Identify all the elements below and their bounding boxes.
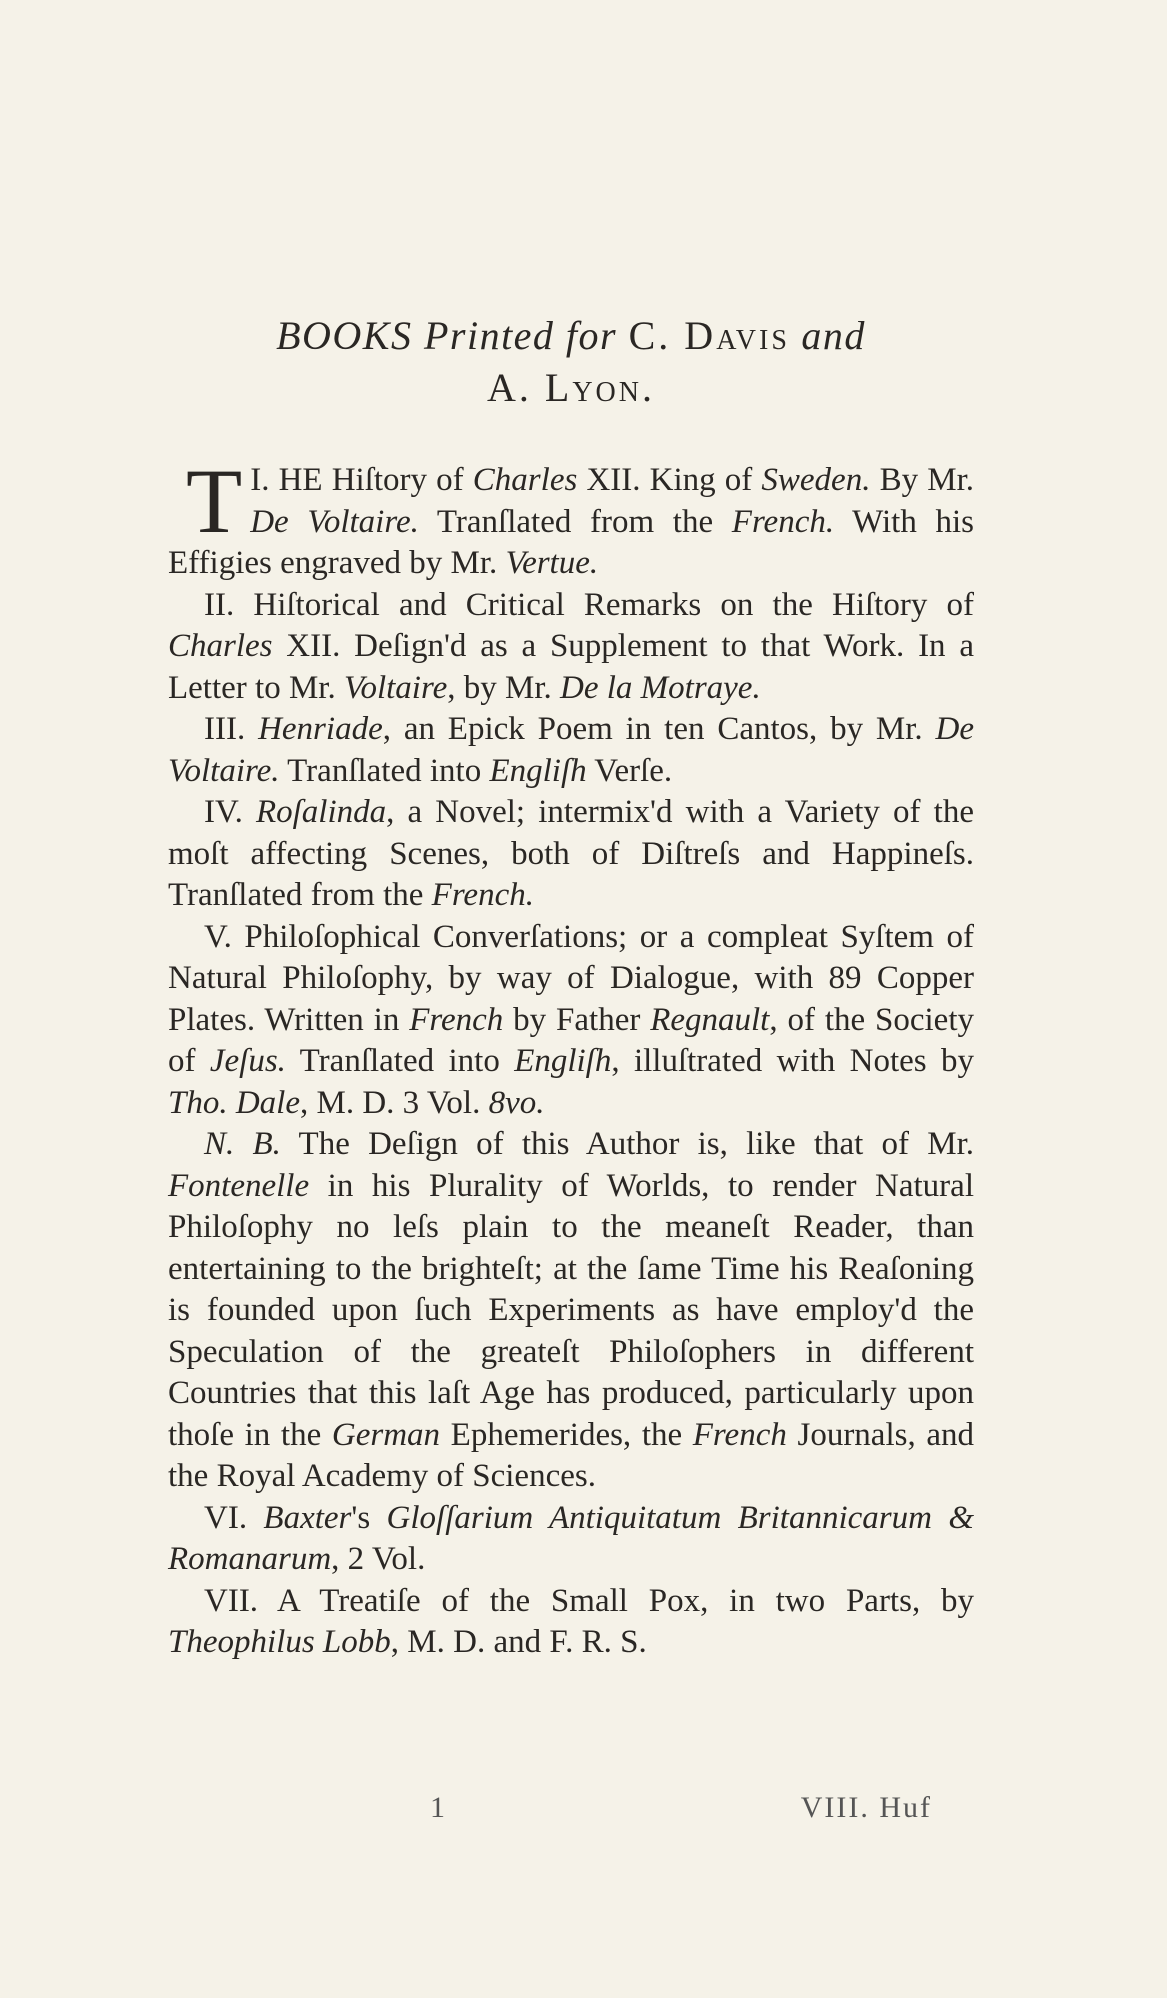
- text-run: , of the Society of: [168, 1001, 974, 1079]
- italic-run: French: [409, 1001, 504, 1038]
- entry-1-number: I.: [250, 462, 270, 498]
- page-title: [168, 310, 974, 414]
- italic-run: Sweden.: [761, 462, 871, 498]
- entry-6-text: [168, 1500, 974, 1578]
- text-run: VI.: [204, 1499, 264, 1536]
- entry-4: [168, 792, 974, 917]
- entry-nb: [168, 1124, 974, 1498]
- entry-6: [168, 1498, 974, 1581]
- title-line-2: [168, 362, 974, 414]
- advertisement-text: [168, 310, 974, 1664]
- italic-run: Vertue.: [505, 545, 599, 581]
- entry-7: [168, 1581, 974, 1664]
- italic-run: 8vo.: [488, 1084, 545, 1121]
- italic-run: Jeſus.: [209, 1043, 286, 1079]
- entry-1: [168, 450, 974, 585]
- italic-run: Tho. Dale: [168, 1084, 300, 1121]
- entry-2: [168, 585, 974, 710]
- title-books: BOOKS: [276, 313, 413, 358]
- entry-5: [168, 917, 974, 1125]
- text-run: III.: [204, 711, 259, 747]
- italic-run: Roſalinda: [255, 794, 387, 830]
- drop-cap: T: [186, 450, 243, 552]
- text-run: XII. Deſign'd as a Supplement to that Work. In a Letter to Mr.: [168, 628, 974, 706]
- text-run: With his Effigies engraved by Mr.: [168, 503, 974, 581]
- text-run: , a Novel; intermix'd with a Variety of the moſt affecting Scenes, both of Diſtreſs and Happineſs. Tranſlated from the: [168, 794, 974, 913]
- italic-run: Fontenelle: [168, 1167, 310, 1204]
- text-run: By Mr.: [870, 462, 974, 498]
- italic-run: Voltaire: [343, 669, 448, 706]
- text-run: , illuſtrated with Notes by: [611, 1043, 974, 1079]
- title-publisher-2: A. Lyon.: [487, 365, 655, 410]
- entry-nb-text: [168, 1126, 974, 1494]
- text-run: Tranſlated into: [285, 1043, 515, 1079]
- text-run: , by Mr.: [447, 669, 561, 706]
- title-and: and: [801, 313, 866, 358]
- signature-mark: 1: [430, 1791, 445, 1824]
- text-run: in his Plurality of Worlds, to render Natural Philoſophy no leſs plain to the meaneſt Reader, than entertaining to the brighteſt; at the ſame Time his Reaſoning is founded upon ſuch Experiments as have employ'd the Speculation of the greateſt Philoſophers in different Countries that this laſt Age has produced, particularly upon thoſe in the: [168, 1167, 974, 1453]
- text-run: Journals, and the Royal Academy of Sciences.: [168, 1416, 974, 1494]
- text-run: Ephemerides, the: [440, 1416, 693, 1453]
- text-run: , 2 Vol.: [331, 1541, 426, 1577]
- italic-run: Baxter: [263, 1499, 352, 1536]
- italic-run: Regnault: [650, 1001, 770, 1038]
- italic-run: Charles: [472, 462, 578, 498]
- italic-run: French.: [731, 503, 835, 540]
- text-run: 's: [351, 1499, 387, 1536]
- text-run: , M. D. 3 Vol.: [300, 1084, 489, 1121]
- italic-run: Theophilus Lobb: [168, 1624, 391, 1660]
- italic-run: German: [331, 1416, 441, 1453]
- italic-run: De Voltaire.: [250, 503, 419, 540]
- entry-1-text: [168, 450, 974, 581]
- text-run: Verſe.: [586, 752, 673, 789]
- text-run: by Father: [503, 1001, 651, 1038]
- title-printed-for: Printed for: [423, 313, 618, 358]
- italic-run: Engliſh: [489, 752, 587, 789]
- catchword: VIII. Huf: [800, 1791, 932, 1824]
- text-run: II. Hiſtorical and Critical Remarks on the Hiſtory of: [204, 586, 974, 623]
- italic-run: Henriade: [258, 711, 383, 747]
- text-run: , M. D. and F. R. S.: [390, 1624, 647, 1660]
- italic-run: De la Motraye.: [560, 669, 761, 706]
- italic-run: De Voltaire.: [168, 711, 975, 789]
- entry-5-text: [168, 919, 974, 1121]
- text-run: V. Philoſophical Converſations; or a compleat Syſtem of Natural Philoſophy, by way of Dialogue, with 89 Copper Plates. Written in: [168, 918, 974, 1038]
- title-publisher-1: C. Davis: [628, 313, 790, 358]
- italic-run: Gloſſarium Antiquitatum Britannicarum & Romanarum: [168, 1499, 974, 1577]
- text-run: XII. King of: [577, 462, 762, 498]
- italic-run: N. B.: [204, 1126, 281, 1162]
- entry-3: [168, 709, 974, 792]
- italic-run: Engliſh: [514, 1043, 612, 1079]
- entry-7-text: [168, 1583, 974, 1661]
- text-run: IV.: [204, 794, 256, 830]
- title-line-1: [168, 310, 974, 362]
- entry-3-text: [168, 711, 974, 789]
- entry-2-text: [168, 587, 974, 706]
- text-run: Tranſlated from the: [418, 503, 732, 540]
- text-run: VII. A Treatiſe of the Small Pox, in two Parts, by: [204, 1582, 974, 1619]
- italic-run: French.: [431, 877, 534, 913]
- text-run: Tranſlated into: [279, 752, 490, 789]
- text-run: The Deſign of this Author is, like that of Mr.: [280, 1126, 975, 1162]
- italic-run: French: [692, 1416, 787, 1453]
- entry-4-text: [168, 794, 974, 913]
- text-run: HE Hiſtory of: [278, 462, 473, 498]
- italic-run: Charles: [168, 628, 273, 664]
- text-run: , an Epick Poem in ten Cantos, by Mr.: [382, 711, 936, 747]
